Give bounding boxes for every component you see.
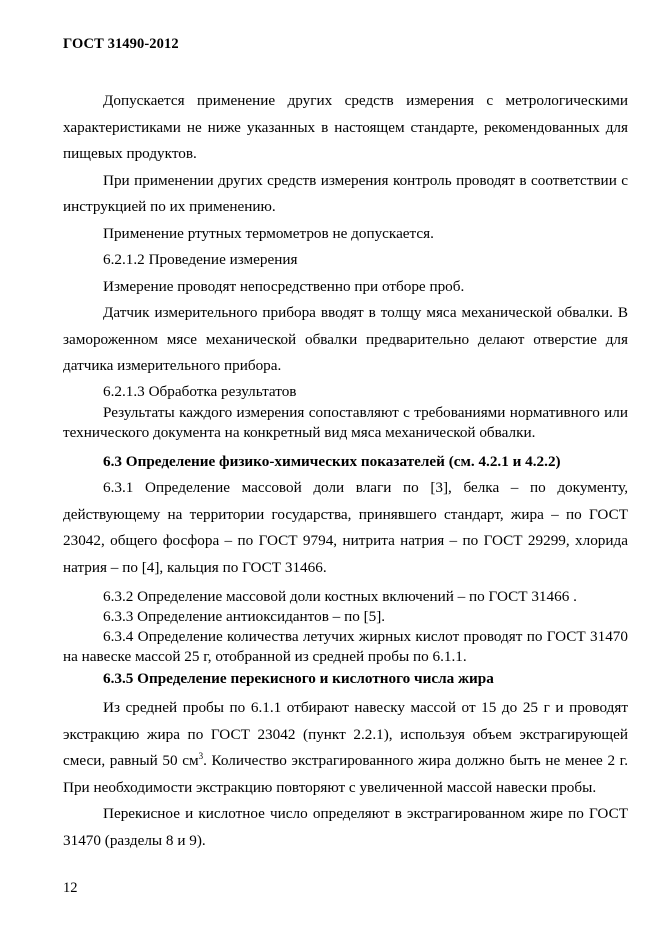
subsection-heading-6-2-1-2: 6.2.1.2 Проведение измерения: [103, 251, 298, 268]
page-number: 12: [63, 880, 78, 896]
paragraph-fat-extraction: [63, 695, 628, 801]
paragraph-6-3-4: 6.3.4 Определение количества летучих жирных кислот проводят по ГОСТ 31470 на навеске массой 25 г, отобранной из средней пробы по 6.1.1.: [63, 628, 628, 665]
paragraph-sensor-insertion: Датчик измерительного прибора вводят в толщу мяса механической обвалки. В замороженном мясе механической обвалки предварительно делают отверстие для датчика измерительного прибора.: [63, 304, 628, 374]
paragraph-instrument-instructions: При применении других средств измерения контроль проводят в соответствии с инструкцией по их применению.: [63, 171, 628, 215]
subsection-heading-6-3-5: 6.3.5 Определение перекисного и кислотного числа жира: [103, 670, 494, 687]
paragraph-mercury-thermometers: Применение ртутных термометров не допускается.: [103, 224, 434, 242]
paragraph-alternative-instruments: Допускается применение других средств измерения с метрологическими характеристиками не ниже указанных в настоящем стандарте, рекомендованных для пищевых продуктов.: [63, 92, 628, 162]
document-header: ГОСТ 31490-2012: [63, 36, 179, 52]
paragraph-measurement-timing: Измерение проводят непосредственно при отборе проб.: [103, 277, 465, 295]
document-body: [63, 88, 628, 854]
cubic-superscript: 3: [198, 750, 204, 761]
extraction-text-start: Из средней пробы по 6.1.1 отбирают навеску массой от 15 до 25 г и проводят экстракцию жира по ГОСТ 23042 (пункт 2.2.1), используя объем экстрагирующей смеси, равный 50 см: [63, 699, 628, 769]
extraction-text-end: . Количество экстрагированного жира должно быть не менее 2 г. При необходимости экстракцию повторяют с увеличенной массой навески пробы.: [63, 752, 628, 796]
paragraph-6-3-3: 6.3.3 Определение антиоксидантов – по [5].: [103, 608, 386, 625]
paragraph-6-3-1: 6.3.1 Определение массовой доли влаги по [3], белка – по документу, действующему на территории государства, принявшего стандарт, жира – по ГОСТ 23042, общего фосфора – по ГОСТ 9794, нитрита натрия – по ГОСТ 29299, хлорида натрия – по [4], кальция по ГОСТ 31466.: [63, 479, 628, 576]
paragraph-6-3-2: 6.3.2 Определение массовой доли костных включений – по ГОСТ 31466 .: [103, 588, 577, 605]
section-heading-6-3: 6.3 Определение физико-химических показателей (см. 4.2.1 и 4.2.2): [103, 452, 561, 470]
subsection-heading-6-2-1-3: 6.2.1.3 Обработка результатов: [103, 382, 297, 400]
paragraph-results-comparison: Результаты каждого измерения сопоставляют с требованиями нормативного или технического документа на конкретный вид мяса механической обвалки.: [63, 403, 628, 441]
paragraph-peroxide-acid-number: Перекисное и кислотное число определяют в экстрагированном жире по ГОСТ 31470 (разделы 8 и 9).: [63, 805, 628, 849]
